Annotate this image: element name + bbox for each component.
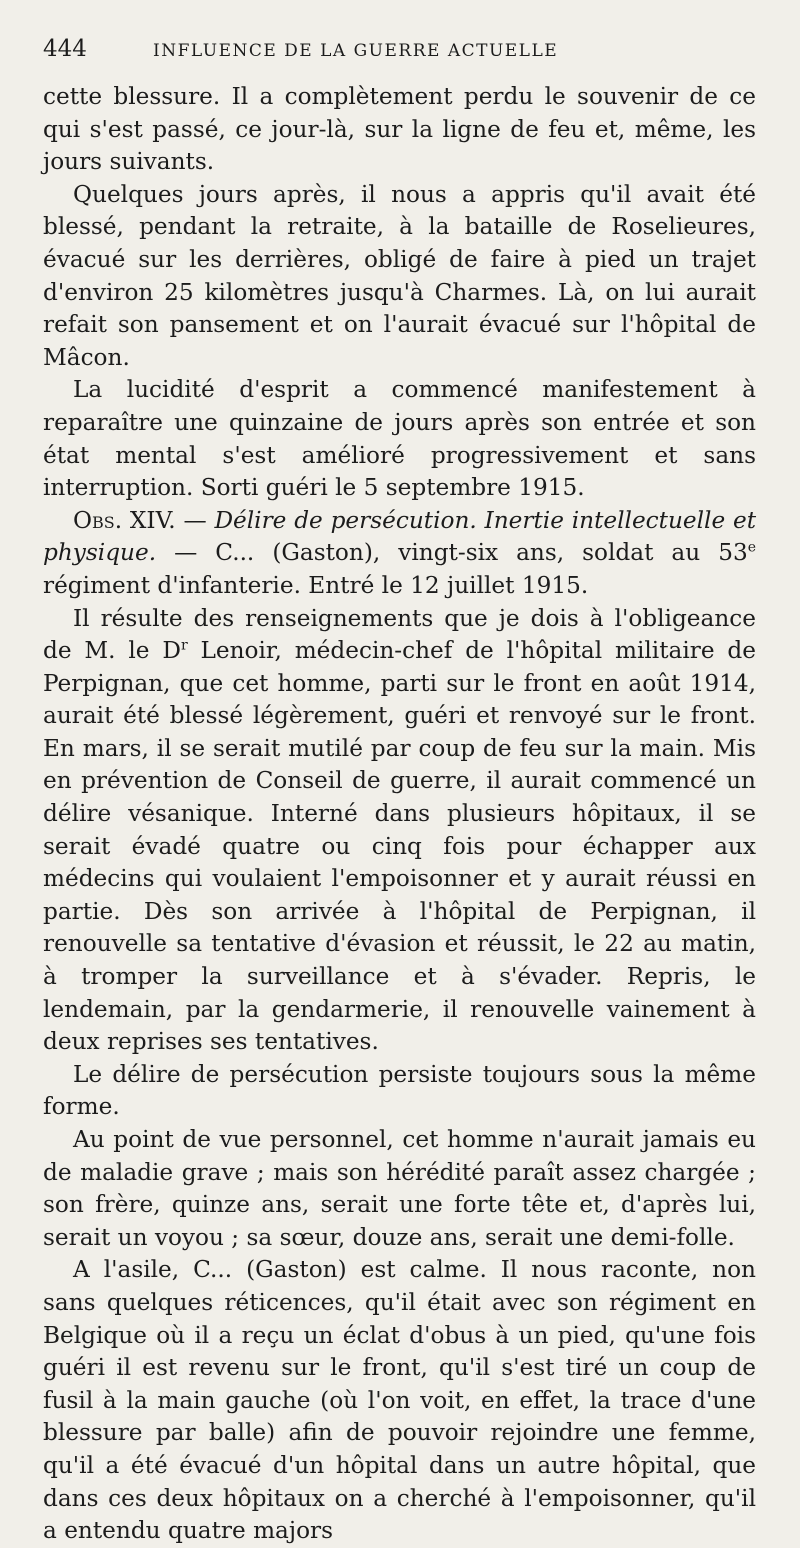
observation-dash: — bbox=[183, 506, 207, 534]
observation-regiment: régiment d'infanterie. Entré le 12 juillet 1915. bbox=[43, 571, 589, 599]
running-title: INFLUENCE DE LA GUERRE ACTUELLE bbox=[153, 41, 559, 61]
paragraph-2: Quelques jours après, il nous a appris qu'il avait été blessé, pendant la retraite, à la bataille de Roselieures, évacué sur les derrières, obligé de faire à pied un trajet d'environ 25 kilomètres jusqu'à Charmes. Là, on lui aurait refait son pansement et on l'aurait évacué sur l'hôpital de Mâcon. bbox=[43, 180, 756, 371]
paragraph-5 bbox=[43, 603, 756, 1059]
observation-label: Obs. XIV. bbox=[73, 506, 176, 534]
body-text bbox=[43, 81, 756, 1548]
paragraph-7: Au point de vue personnel, cet homme n'aurait jamais eu de maladie grave ; mais son hérédité paraît assez chargée ; son frère, quinze ans, serait une forte tête et, d'après lui, serait un voyou ; sa sœur, douze ans, serait une demi-folle. bbox=[43, 1126, 756, 1251]
paragraph-6: Le délire de persécution persiste toujours sous la même forme. bbox=[43, 1060, 756, 1121]
paragraph-5-start: Il résulte des renseignements que je dois à l'obligeance de M. le D bbox=[43, 604, 756, 665]
paragraph-5-rest: Lenoir, médecin-chef de l'hôpital militaire de Perpignan, que cet homme, parti sur le front en août 1914, aurait été blessé légèrement, guéri et renvoyé sur le front. En mars, il se serait mutilé par coup de feu sur la main. Mis en prévention de Conseil de guerre, il aurait commencé un délire vésanique. Interné dans plusieurs hôpitaux, il se serait évadé quatre ou cinq fois pour échapper aux médecins qui voulaient l'empoisonner et y aurait réussi en partie. Dès son arrivée à l'hôpital de Perpignan, il renouvelle sa tentative d'évasion et réussit, le 22 au matin, à tromper la surveillance et à s'évader. Repris, le lendemain, par la gendarmerie, il renouvelle vainement à deux reprises ses tentatives. bbox=[43, 637, 756, 1056]
observation-heading bbox=[43, 505, 756, 603]
observation-sup: e bbox=[747, 539, 756, 556]
paragraph-5-sup: r bbox=[180, 637, 188, 654]
page-number: 444 bbox=[43, 36, 87, 62]
observation-patient: — C... (Gaston), vingt-six ans, soldat au 53 bbox=[174, 539, 748, 567]
paragraph-8: A l'asile, C... (Gaston) est calme. Il nous raconte, non sans quelques réticences, qu'il était avec son régiment en Belgique où il a reçu un éclat d'obus à un pied, qu'une fois guéri il est revenu sur le front, qu'il s'est tiré un coup de fusil à la main gauche (où l'on voit, en effet, la trace d'une blessure par balle) afin de pouvoir rejoindre une femme, qu'il a été évacué d'un hôpital dans un autre hôpital, que dans ces deux hôpitaux on a cherché à l'empoisonner, qu'il a entendu quatre majors bbox=[43, 1256, 756, 1545]
page-header bbox=[43, 36, 756, 76]
observation-title: Délire de persécution. Inertie intellectuelle et physique. bbox=[43, 506, 757, 567]
paragraph-3: La lucidité d'esprit a commencé manifestement à reparaître une quinzaine de jours après son entrée et son état mental s'est amélioré progressivement et sans interruption. Sorti guéri le 5 septembre 1915. bbox=[43, 376, 756, 502]
paragraph-1: cette blessure. Il a complètement perdu le souvenir de ce qui s'est passé, ce jour-là, sur la ligne de feu et, même, les jours suivants. bbox=[43, 83, 756, 176]
